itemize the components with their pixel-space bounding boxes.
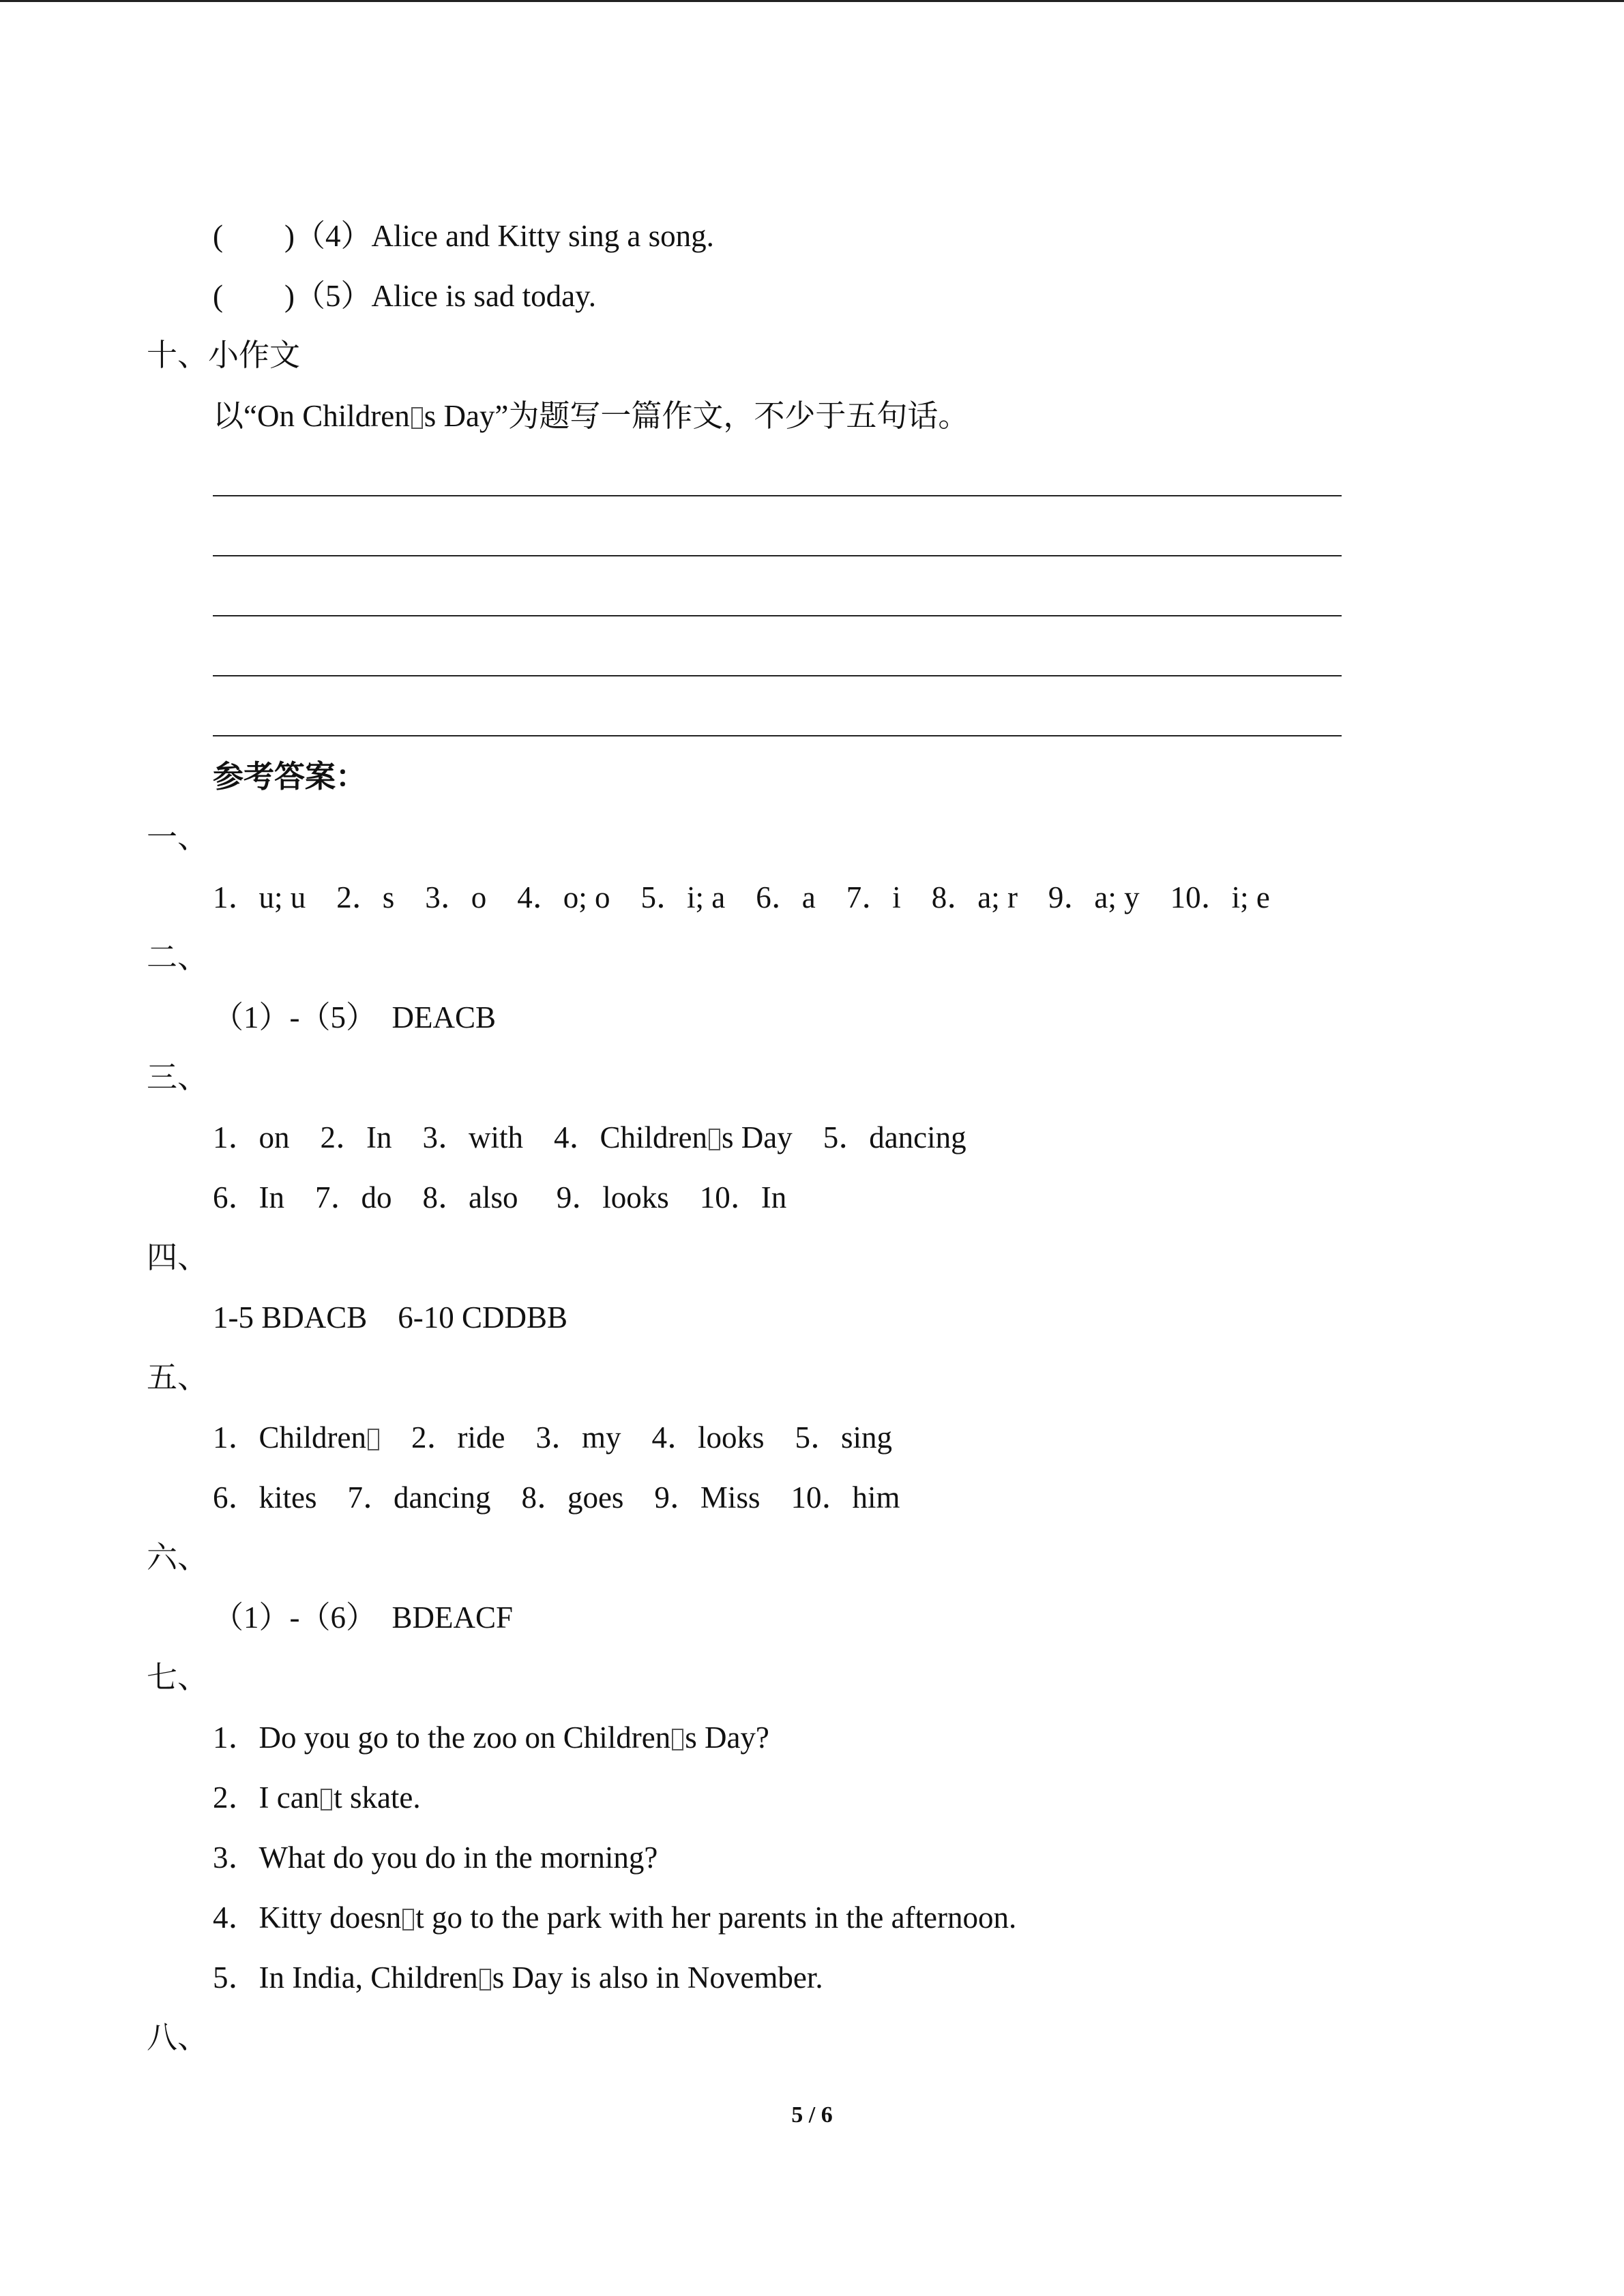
question-5: ( )（5）Alice is sad today.: [213, 279, 596, 313]
composition-heading: 十、小作文: [147, 338, 301, 372]
section-5-answers-1: 1．Children 2．ride 3．my 4．looks 5．sing: [213, 1420, 892, 1455]
missing-glyph-box: [402, 1909, 414, 1930]
section-1-answers: 1．u; u 2．s 3．o 4．o; o 5．i; a 6．a 7．i 8．a; r 9．a; y 10．i; e: [213, 880, 1270, 914]
question-4: ( )（4）Alice and Kitty sing a song.: [213, 219, 714, 253]
section-3-answers-2: 6．In 7．do 8．also 9．looks 10．In: [213, 1180, 787, 1214]
section-6-heading: 六、: [147, 1540, 209, 1575]
composition-prompt: 以“On Children s Day”为题写一篇作文，不少于五句话。: [213, 399, 969, 433]
section-5-heading: 五、: [147, 1360, 209, 1395]
missing-glyph-box: [709, 1129, 720, 1150]
section-7-answer-2: 2．I can t skate.: [213, 1780, 421, 1815]
missing-glyph-box: [321, 1789, 332, 1810]
missing-glyph-box: [672, 1729, 683, 1750]
section-7-answer-3: 3．What do you do in the morning?: [213, 1840, 658, 1875]
section-3-heading: 三、: [147, 1060, 209, 1094]
writing-line-1: [213, 495, 1342, 496]
section-4-answers: 1-5 BDACB 6-10 CDDBB: [213, 1300, 568, 1335]
section-4-heading: 四、: [147, 1240, 209, 1274]
writing-line-2: [213, 555, 1342, 556]
writing-line-5: [213, 735, 1342, 736]
section-8-heading: 八、: [147, 2021, 209, 2055]
missing-glyph-box: [411, 407, 423, 429]
section-5-answers-2: 6．kites 7．dancing 8．goes 9．Miss 10．him: [213, 1480, 900, 1515]
section-2-answers: （1）-（5） DEACB: [213, 1000, 496, 1034]
section-7-answer-4: 4．Kitty doesn t go to the park with her parents in the afternoon.: [213, 1900, 1017, 1935]
missing-glyph-box: [368, 1429, 379, 1450]
section-1-heading: 一、: [147, 820, 209, 854]
page-number: 5 / 6: [791, 2102, 833, 2128]
answer-key-title: 参考答案：: [213, 760, 367, 794]
section-2-heading: 二、: [147, 940, 209, 974]
section-6-answers: （1）-（6） BDEACF: [213, 1600, 514, 1635]
writing-line-4: [213, 675, 1342, 676]
missing-glyph-box: [479, 1969, 491, 1991]
writing-line-3: [213, 615, 1342, 616]
section-7-answer-5: 5．In India, Children s Day is also in November.: [213, 1960, 823, 1995]
section-7-answer-1: 1．Do you go to the zoo on Children s Day?: [213, 1720, 769, 1755]
section-3-answers-1: 1．on 2．In 3．with 4．Children s Day 5．dancing: [213, 1120, 966, 1154]
section-7-heading: 七、: [147, 1660, 209, 1695]
